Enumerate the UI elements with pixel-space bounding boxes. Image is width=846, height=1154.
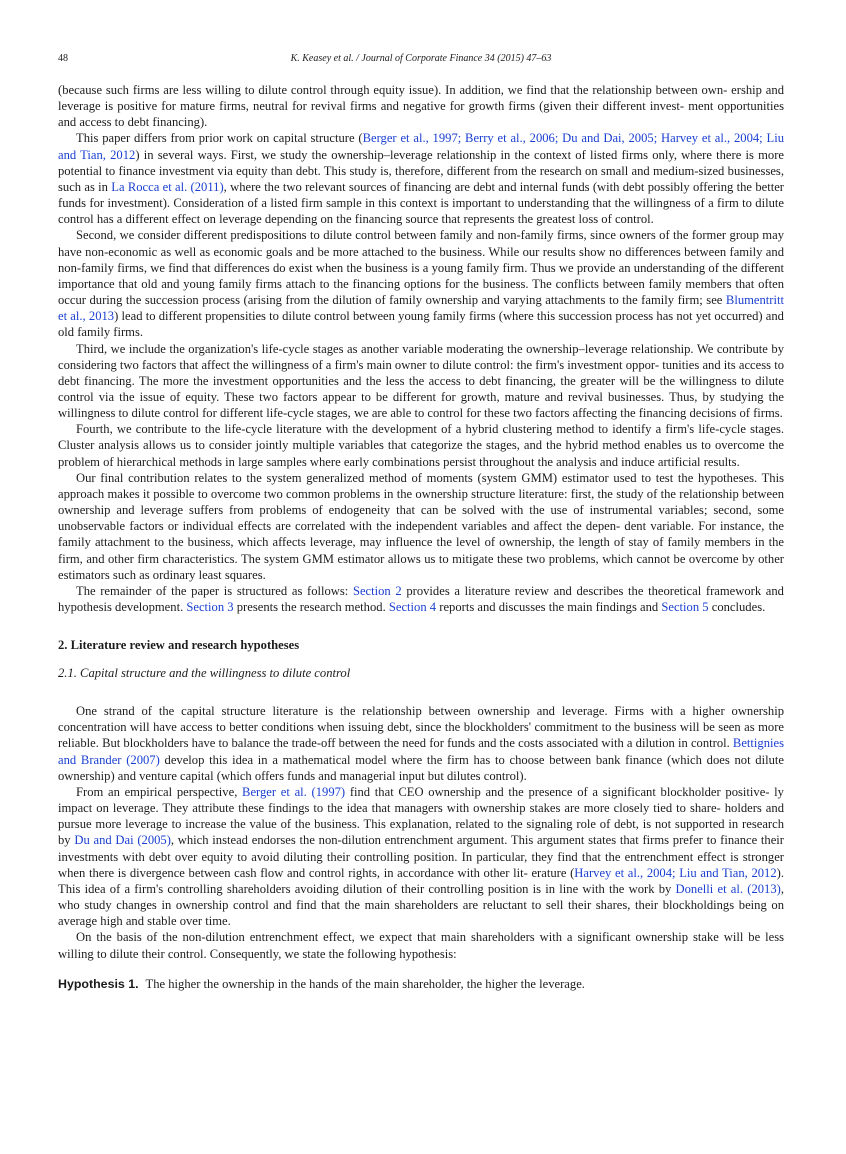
citation-link[interactable]: Bettignies and Brander (2007)	[58, 736, 784, 767]
paragraph-text: The remainder of the paper is structured as follows:	[76, 583, 353, 598]
paragraph-gmm	[58, 470, 784, 583]
running-header	[58, 52, 784, 66]
paragraph-text: find that CEO ownership and the presence of a significant blockholder positive- ly impact on leverage. They attribute these findings to the idea that managers with ownership stakes are more closely tied to share- holders and pursue more leverage to increase the value of the business. This explanation, related to the signaling role of debt, is not supported in research by	[58, 784, 784, 848]
paragraph-ownership-leverage	[58, 703, 784, 784]
paragraph-prior-work	[58, 130, 784, 227]
citation-link[interactable]: Donelli et al. (2013)	[675, 881, 781, 896]
paragraph-empirical	[58, 784, 784, 929]
paragraph-text: provides a literature review and describes the theoretical framework and hypothesis development.	[58, 583, 784, 614]
hypothesis-text: The higher the ownership in the hands of the main shareholder, the higher the leverage.	[145, 976, 585, 991]
paragraph-text: presents the research method.	[233, 600, 389, 614]
citation-link[interactable]: Berger et al. (1997)	[242, 784, 346, 799]
paragraph-text: (because such firms are less willing to dilute control through equity issue). In addition, we find that the relationship between own- ership and leverage is positive for mature firms, neutral for revival firms and negative for growth firms (given their different invest- ment opportunities and access to debt financing).	[58, 83, 784, 130]
paragraph-text: Third, we include the organization's life-cycle stages as another variable moderating the ownership–leverage relationship. We contribute by considering two factors that affect the willingness of a firm's main owner to dilute control: the firm's investment oppor- tunities and its access to debt financing. The more the investment opportunities and the less the access to debt financing, the greater will be the willingness to dilute control via the issue of equity. These two factors appear to be different for growth, mature and revival businesses. Thus, by studying the willingness to dilute control for different life-cycle stages, we are able to control for these two factors affecting the financing decisions of firms.	[58, 341, 784, 421]
paragraph-life-cycle	[58, 341, 784, 422]
section-link[interactable]: Section 5	[661, 600, 709, 614]
citation-link[interactable]: Berger et al., 1997; Berry et al., 2006; Du and Dai, 2005; Harvey et al., 2004; Liu and Tian, 2012	[58, 131, 784, 162]
paragraph-continued	[58, 82, 784, 130]
section-link[interactable]: Section 4	[388, 600, 437, 614]
paragraph-text: ) in several ways. First, we study the ownership–leverage relationship in the context of listed firms only, where there is more potential to finance investment via equity than debt. This study is, therefore, different from the research on small and medium-sized businesses, such as in	[58, 147, 784, 194]
paragraph-text: Second, we consider different predispositions to dilute control between family and non-family firms, since owners of the former group may have non-economic as well as economic goals and be more attached to the business. While our results show no differences between family and non-family firms, we find that differences do exist when the business is a young family firm. Thus we provide an understanding of the different importance that old and young family firms attach to the financing options for the business. The conflicts between family members that often occur during the succession process (arising from the dilution of family ownership and varying attachments to the family firm; see	[58, 228, 784, 308]
paragraph-text: This paper differs from prior work on capital structure (	[76, 131, 363, 146]
paragraph-text: , who study changes in ownership control and find that the main shareholders are reluctant to sell their shares, their blockholdings being on average high and stable over time.	[58, 881, 784, 929]
paragraph-text: From an empirical perspective,	[76, 784, 243, 799]
section-link[interactable]: Section 3	[186, 600, 234, 614]
hypothesis-label: Hypothesis 1.	[58, 976, 139, 991]
paragraph-text: On the basis of the non-dilution entrenchment effect, we expect that main shareholders with a significant ownership stake will be less willing to dilute their control. Consequently, we state the following hypothesis:	[58, 930, 784, 961]
subsection-body	[58, 703, 784, 962]
paragraph-clustering	[58, 421, 784, 469]
citation-link[interactable]: Du and Dai (2005)	[74, 833, 171, 848]
journal-page	[58, 52, 784, 992]
page-number: 48	[58, 53, 68, 64]
paragraph-text: , where the two relevant sources of financing are debt and internal funds (with debt possibly offering the better funds for investment). Consideration of a listed firm sample in this context is important to understanding that the willingness of a firm to dilute control has a different effect on leverage depending on the financing source that represents the greatest loss of control.	[58, 179, 784, 227]
paragraph-text: concludes.	[708, 600, 766, 614]
hypothesis-1	[58, 976, 784, 992]
paragraph-text: Fourth, we contribute to the life-cycle literature with the development of a hybrid clustering method to identify a firm's life-cycle stages. Cluster analysis allows us to consider jointly multiple variables that categorize the stages, and the hybrid method enables us to overcome the problem of hierarchical methods in large samples where early combinations persist throughout the analysis and induce artificial results.	[58, 422, 784, 469]
paragraph-text: ). This idea of a firm's controlling shareholders avoiding dilution of their controlling position is in line with the work by	[58, 865, 784, 896]
paragraph-structure	[58, 583, 784, 615]
paragraph-text: reports and discusses the main findings and	[436, 600, 662, 614]
paragraph-text: Our final contribution relates to the system generalized method of moments (system GMM) estimator used to test the hypotheses. This approach makes it possible to overcome two common problems in the ownership structure literature: first, the study of the relationship between ownership and leverage suffers from problems of endogeneity that can be solved with the use of instrumental variables; second, some unobservable factors or individual effects are correlated with the independent variables and affect the depen- dent variable. For instance, the family attachment to the business, which affects leverage, may influence the level of ownership, the length of stay of family members in the firm, and other firm characteristics. The system GMM estimator allows us to mitigate these two problems, which cannot be overcome by other estimators such as ordinary least squares.	[58, 470, 784, 582]
section-link[interactable]: Section 2	[352, 583, 402, 598]
paragraph-text: ) lead to different propensities to dilute control between young family firms (where this succession process has not yet occurred) and old family firms.	[58, 309, 784, 340]
journal-citation: K. Keasey et al. / Journal of Corporate Finance 34 (2015) 47–63	[290, 53, 552, 64]
section-heading: 2. Literature review and research hypotheses	[58, 638, 300, 653]
paragraph-text: , which instead endorses the non-dilution entrenchment argument. This argument states that firms prefer to finance their investments with debt over equity to avoid diluting their controlling position. In particular, they find that the entrenchment effect is stronger when there is divergence between cash flow and control rights, in accordance with other lit- erature (	[58, 833, 785, 880]
paragraph-hypothesis-lead	[58, 929, 784, 961]
paragraph-text: One strand of the capital structure literature is the relationship between ownership and leverage. Firms with a higher ownership concentration will have access to better conditions when issuing debt, since the blockholders' commitment to the business will be seen as more reliable. But blockholders have to balance the trade-off between the need for funds and the costs associated with a dilution in control.	[58, 704, 784, 751]
paragraph-family-firms	[58, 227, 784, 340]
citation-link[interactable]: Harvey et al., 2004; Liu and Tian, 2012	[574, 865, 777, 880]
citation-link[interactable]: La Rocca et al. (2011)	[111, 179, 224, 194]
article-body	[58, 82, 784, 992]
subsection-heading: 2.1. Capital structure and the willingness to dilute control	[58, 666, 351, 681]
paragraph-text: develop this idea in a mathematical model where the firm has to choose between bank finance (which does not dilute ownership) and venture capital (which offers funds and managerial input but dilutes control).	[58, 752, 784, 783]
citation-link[interactable]: Blumentritt et al., 2013	[58, 293, 784, 324]
